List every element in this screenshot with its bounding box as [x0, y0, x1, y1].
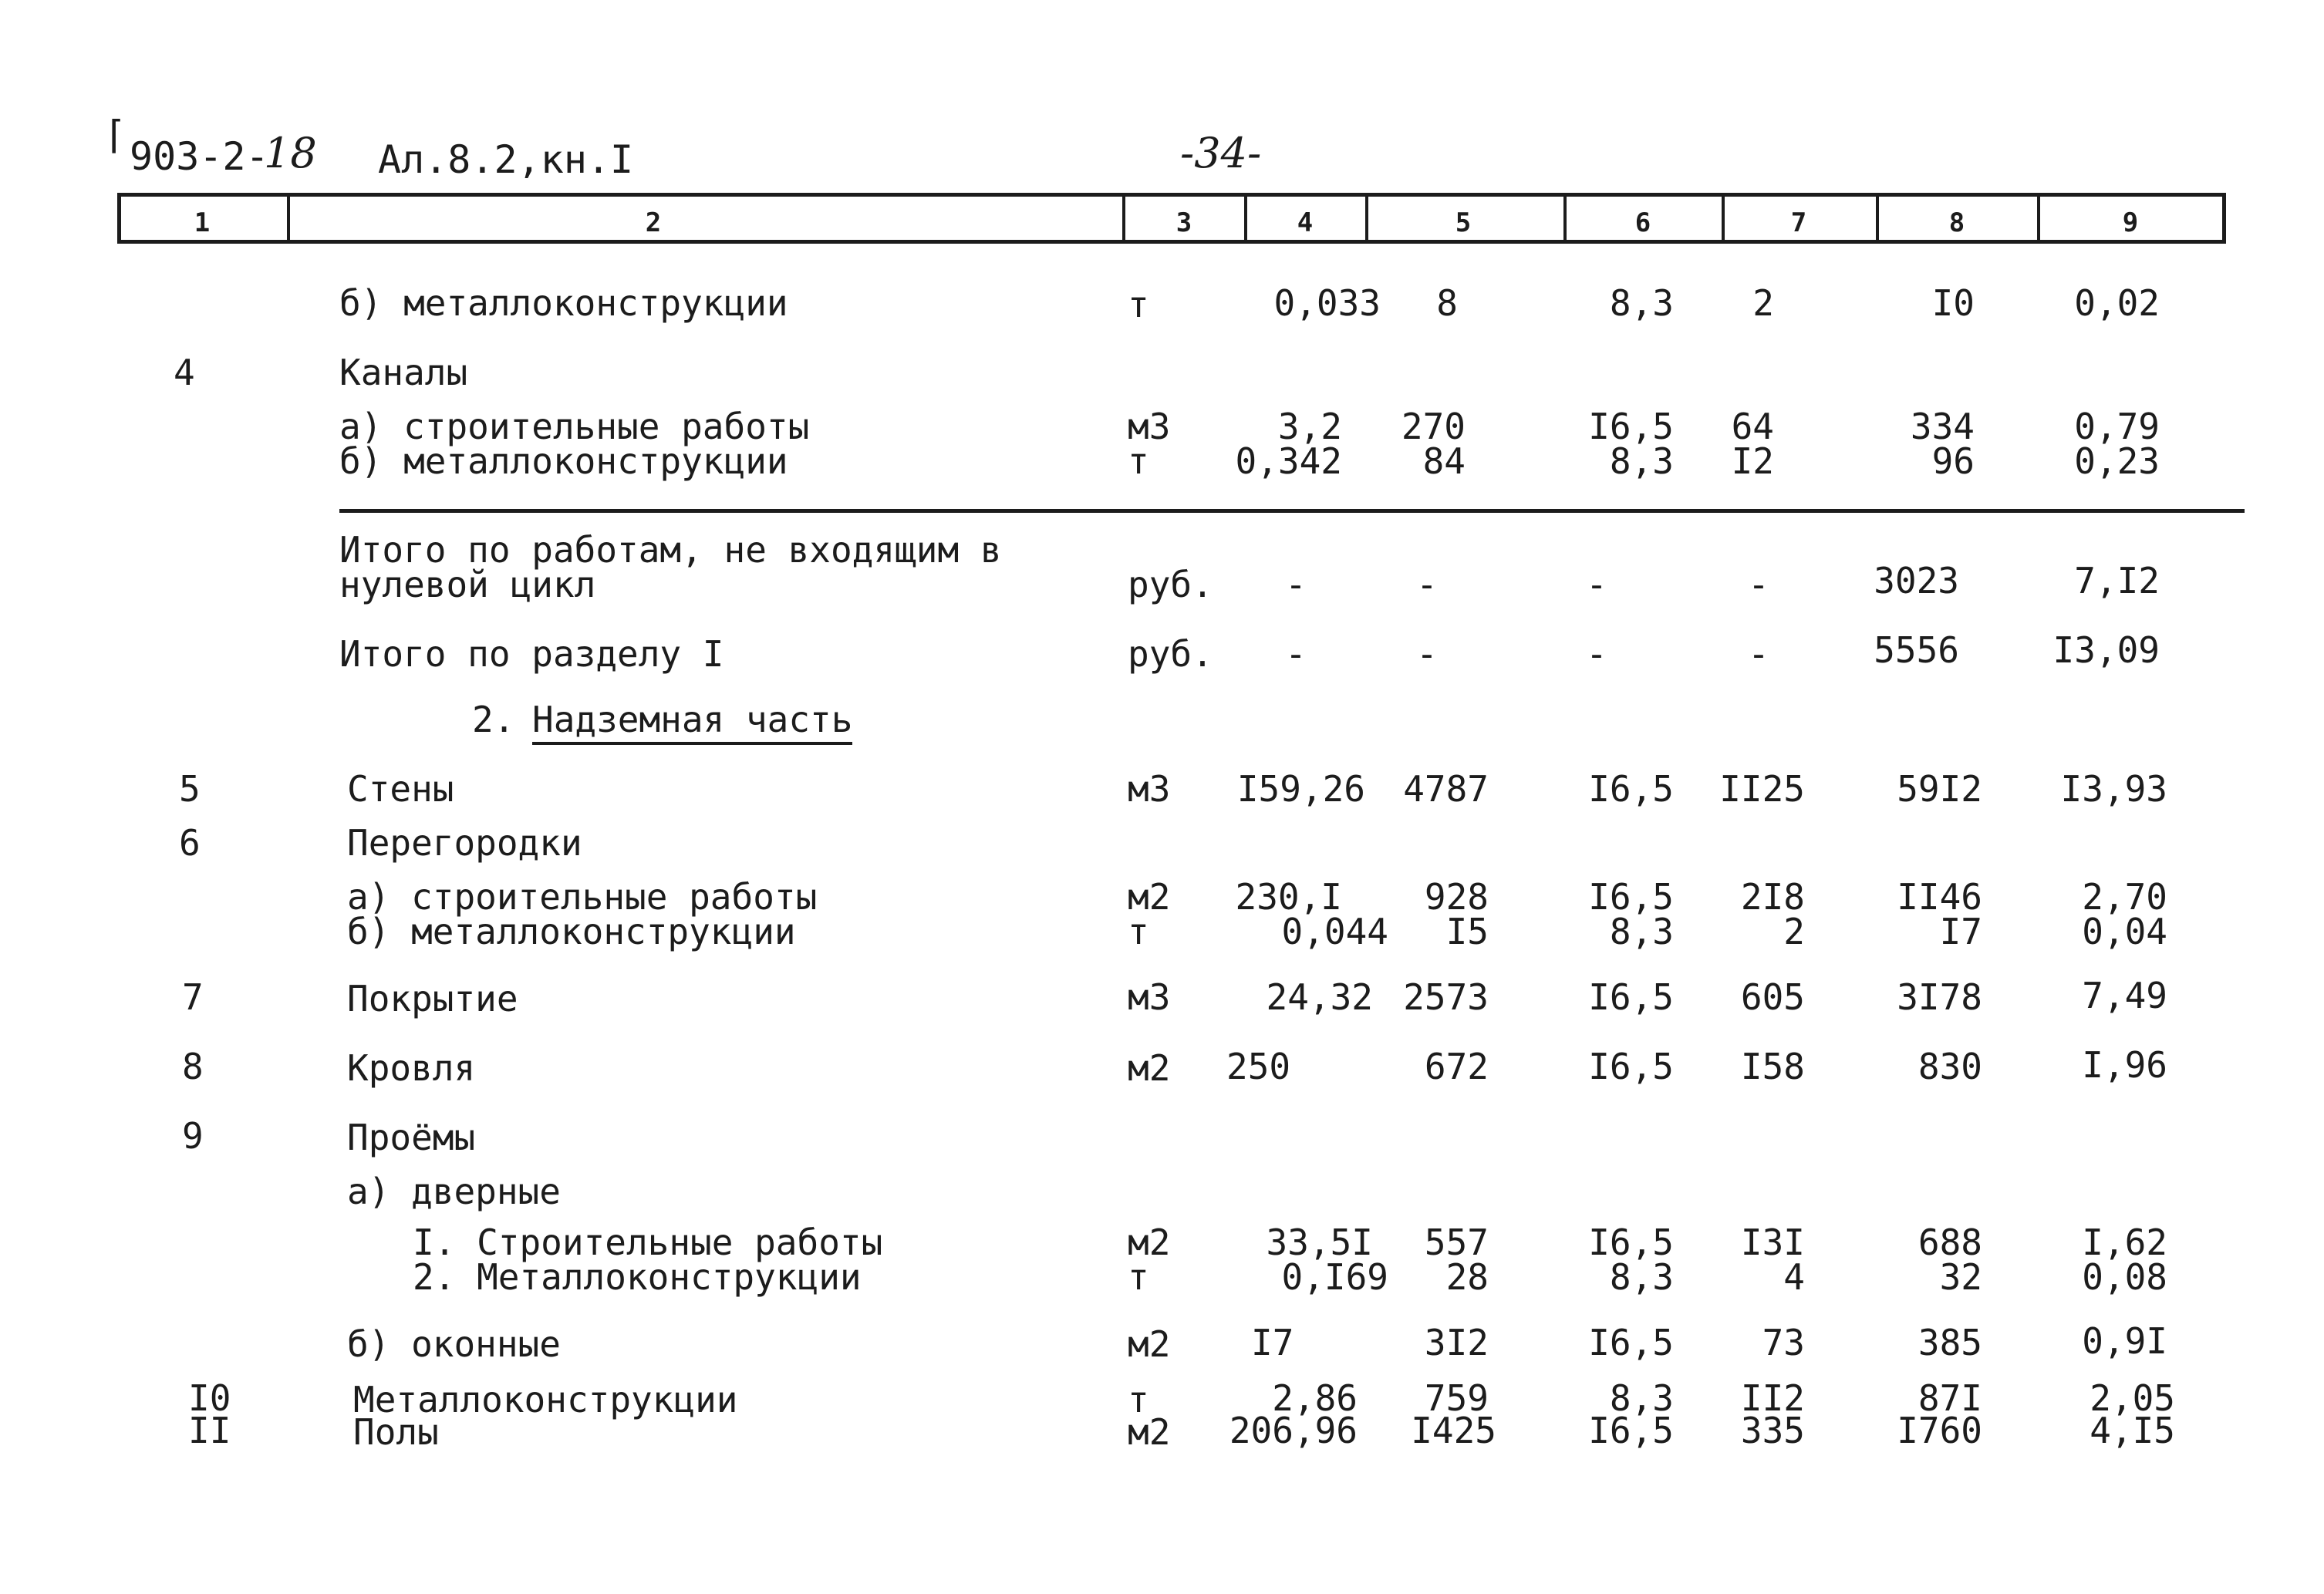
row-col9: I,96: [2082, 1044, 2167, 1086]
row-col5: -: [1416, 633, 1438, 675]
row-col6: -: [1586, 564, 1607, 605]
row-qty: 0,033: [1273, 282, 1381, 324]
row-col5: I5: [1445, 911, 1489, 952]
row-col6: -: [1586, 633, 1607, 675]
doc-code: 903-2-: [130, 134, 269, 179]
row-col7: 73: [1762, 1322, 1805, 1363]
row-number: 4: [174, 352, 195, 393]
row-col9: I,62: [2082, 1222, 2167, 1263]
row-col7: -: [1748, 633, 1769, 675]
row-col7: II25: [1719, 768, 1805, 810]
row-qty: 24,32: [1266, 976, 1373, 1018]
row-qty: 0,044: [1281, 911, 1388, 952]
row-number: 5: [179, 768, 201, 810]
row-col5: 928: [1424, 876, 1489, 918]
row-col8: II46: [1897, 876, 1982, 918]
row-col6: I6,5: [1588, 406, 1674, 447]
row-col7: 335: [1740, 1410, 1805, 1451]
row-number: 9: [182, 1115, 204, 1157]
row-col6: 8,3: [1609, 911, 1674, 952]
row-qty: -: [1285, 564, 1307, 605]
row-col8: 59I2: [1897, 768, 1982, 810]
row-col8: 3023: [1874, 560, 1959, 602]
row-col5: 2573: [1403, 976, 1489, 1018]
row-col9: 0,08: [2082, 1256, 2167, 1298]
row-qty: -: [1285, 633, 1307, 675]
row-col7: -: [1748, 564, 1769, 605]
row-qty: 3,2: [1277, 406, 1342, 447]
row-col6: 8,3: [1609, 1377, 1674, 1419]
row-col7: II2: [1740, 1377, 1805, 1419]
row-col8: I0: [1931, 282, 1975, 324]
col-header-3: 3: [1175, 207, 1192, 238]
row-col5: 759: [1424, 1377, 1489, 1419]
row-label: Проёмы: [347, 1117, 476, 1158]
row-qty: 0,I69: [1281, 1256, 1388, 1298]
col-header-7: 7: [1790, 207, 1807, 238]
row-col7: 2I8: [1740, 876, 1805, 918]
row-label: Перегородки: [347, 822, 582, 864]
row-col8: 3I78: [1897, 976, 1982, 1018]
row-col5: 672: [1424, 1046, 1489, 1087]
row-col7: 4: [1783, 1256, 1805, 1298]
col-header-2: 2: [645, 207, 662, 238]
row-label: а) строительные работы: [347, 876, 818, 918]
col-header-4: 4: [1297, 207, 1314, 238]
row-col7: I3I: [1740, 1222, 1805, 1263]
row-col8: 830: [1918, 1046, 1982, 1087]
row-unit: м2: [1128, 1323, 1171, 1365]
col-header-6: 6: [1634, 207, 1651, 238]
row-col9: 0,23: [2074, 440, 2160, 482]
row-col5: 3I2: [1424, 1322, 1489, 1363]
row-label: нулевой цикл: [339, 564, 596, 605]
row-unit: м3: [1128, 768, 1171, 810]
row-number: II: [188, 1410, 231, 1451]
row-col6: I6,5: [1588, 1046, 1674, 1087]
row-unit: м3: [1128, 406, 1171, 447]
row-label: б) оконные: [347, 1323, 561, 1365]
row-col5: 270: [1401, 406, 1466, 447]
row-col5: 8: [1436, 282, 1458, 324]
row-col8: 87I: [1918, 1377, 1982, 1419]
column-header-row: [117, 193, 2226, 244]
row-unit: м2: [1128, 876, 1171, 918]
row-col9: 0,02: [2074, 282, 2160, 324]
row-col6: I6,5: [1588, 768, 1674, 810]
row-label: Полы: [353, 1411, 439, 1453]
row-qty: 230,I: [1235, 876, 1342, 918]
row-col9: 0,04: [2082, 911, 2167, 952]
row-unit: т: [1128, 1379, 1149, 1420]
page-number: -34-: [1180, 129, 1262, 177]
row-unit: т: [1128, 911, 1149, 952]
row-label: б) металлоконструкции: [339, 440, 788, 482]
col-header-1: 1: [194, 207, 211, 238]
row-col9: I3,09: [2052, 629, 2160, 671]
row-col8: 96: [1931, 440, 1975, 482]
row-col7: 2: [1752, 282, 1774, 324]
row-col6: I6,5: [1588, 976, 1674, 1018]
row-col6: 8,3: [1609, 440, 1674, 482]
row-number: 7: [182, 976, 204, 1018]
row-qty: I59,26: [1236, 768, 1365, 810]
row-col5: 84: [1422, 440, 1466, 482]
corner-mark: ⌈: [103, 113, 127, 157]
row-label: Каналы: [339, 352, 468, 393]
col-header-5: 5: [1455, 207, 1472, 238]
row-label: 2. Металлоконструкции: [413, 1256, 862, 1298]
row-col8: I7: [1939, 911, 1982, 952]
row-col6: I6,5: [1588, 1222, 1674, 1263]
col-header-8: 8: [1948, 207, 1965, 238]
row-label: а) строительные работы: [339, 406, 810, 447]
col-header-9: 9: [2122, 207, 2139, 238]
row-col8: 385: [1918, 1322, 1982, 1363]
row-col8: I760: [1897, 1410, 1982, 1451]
row-label: б) металлоконструкции: [339, 282, 788, 324]
row-col6: I6,5: [1588, 876, 1674, 918]
row-col9: 2,70: [2082, 876, 2167, 918]
row-label: а) дверные: [347, 1171, 561, 1212]
row-unit: м2: [1128, 1222, 1171, 1263]
row-col7: I2: [1731, 440, 1774, 482]
row-col7: 605: [1740, 976, 1805, 1018]
row-label: Стены: [347, 768, 454, 810]
section-separator-line: [339, 509, 2245, 513]
row-unit: м2: [1128, 1411, 1171, 1453]
row-label: Кровля: [347, 1047, 476, 1089]
row-label: Покрытие: [347, 978, 518, 1019]
row-label-line1: Итого по работам, не входящим в: [339, 529, 1002, 571]
row-qty: I7: [1251, 1322, 1294, 1363]
row-col9: 7,I2: [2074, 560, 2160, 602]
row-qty: 33,5I: [1266, 1222, 1373, 1263]
row-col7: 2: [1783, 911, 1805, 952]
row-qty: 2,86: [1272, 1377, 1358, 1419]
row-col6: 8,3: [1609, 1256, 1674, 1298]
row-qty: 250: [1226, 1046, 1291, 1087]
row-col5: I425: [1411, 1410, 1496, 1451]
section-title: Надземная часть: [532, 699, 852, 745]
row-col8: 688: [1918, 1222, 1982, 1263]
row-col6: I6,5: [1588, 1410, 1674, 1451]
row-label: I. Строительные работы: [413, 1222, 883, 1263]
section-title-wrap: [532, 699, 853, 740]
section-number: 2.: [472, 699, 515, 740]
row-unit: руб.: [1128, 633, 1213, 675]
row-col9: 7,49: [2082, 975, 2167, 1016]
row-unit: т: [1128, 284, 1149, 325]
row-number: I0: [188, 1377, 231, 1419]
row-qty: 0,342: [1235, 440, 1342, 482]
row-label: Итого по разделу I: [339, 633, 724, 675]
row-col9: I3,93: [2060, 768, 2167, 810]
row-col9: 4,I5: [2090, 1410, 2175, 1451]
row-label: б) металлоконструкции: [347, 911, 796, 952]
album-ref: Ал.8.2,кн.I: [378, 137, 634, 182]
row-unit: т: [1128, 1256, 1149, 1298]
row-unit: руб.: [1128, 564, 1213, 605]
row-unit: м3: [1128, 976, 1171, 1018]
row-number: 6: [179, 822, 201, 864]
row-col5: 4787: [1403, 768, 1489, 810]
row-number: 8: [182, 1046, 204, 1087]
row-unit: т: [1128, 440, 1149, 482]
row-col7: I58: [1740, 1046, 1805, 1087]
row-col6: 8,3: [1609, 282, 1674, 324]
row-col9: 2,05: [2090, 1377, 2175, 1419]
row-col7: 64: [1731, 406, 1774, 447]
row-col8: 5556: [1874, 629, 1959, 671]
row-col8: 334: [1910, 406, 1975, 447]
row-col9: 0,9I: [2082, 1320, 2167, 1362]
doc-code-handwritten: 18: [264, 129, 317, 177]
row-col6: I6,5: [1588, 1322, 1674, 1363]
row-qty: 206,96: [1229, 1410, 1358, 1451]
row-col8: 32: [1939, 1256, 1982, 1298]
row-col5: -: [1416, 564, 1438, 605]
row-col5: 28: [1445, 1256, 1489, 1298]
row-col5: 557: [1424, 1222, 1489, 1263]
row-unit: м2: [1128, 1047, 1171, 1089]
row-col9: 0,79: [2074, 406, 2160, 447]
row-label: Металлоконструкции: [353, 1379, 738, 1420]
